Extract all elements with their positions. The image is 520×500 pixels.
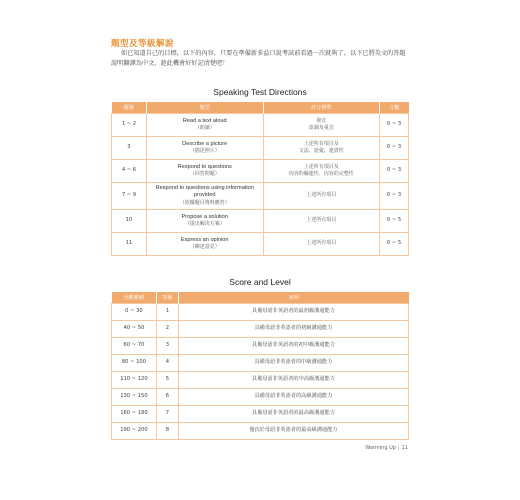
table-row <box>112 372 409 389</box>
criteria-line: 發音 <box>316 117 327 124</box>
cell-score: 0 ~ 3 <box>380 114 409 137</box>
criteria-line: 上述所有項目及 <box>303 140 339 147</box>
table-header-row <box>112 102 409 114</box>
header-description: 說明 <box>178 292 408 304</box>
cell-score-range: 0 ~ 30 <box>112 304 157 321</box>
cell-question-type <box>146 137 263 160</box>
table-row <box>112 338 409 355</box>
cell-level: 8 <box>156 423 178 440</box>
page-footer <box>365 445 408 451</box>
table-row <box>112 389 409 406</box>
table-row <box>112 233 409 256</box>
cell-question-type <box>146 114 263 137</box>
cell-score: 0 ~ 3 <box>380 160 409 183</box>
footer-separator: | <box>397 445 400 451</box>
section-title: 題型及等級解說 <box>111 39 175 49</box>
table-row <box>112 304 409 321</box>
cell-description: 具備母語非英語者的最高級溝通能力 <box>178 406 408 423</box>
question-type-en: Respond to questions using information provided <box>155 184 254 199</box>
cell-level: 2 <box>156 321 178 338</box>
cell-criteria <box>263 160 380 183</box>
cell-score-range: 60 ~ 70 <box>112 338 157 355</box>
cell-score: 0 ~ 5 <box>380 233 409 256</box>
criteria-line: 語調及重音 <box>308 125 334 131</box>
header-question-type: 題型 <box>146 102 263 114</box>
cell-score: 0 ~ 3 <box>380 137 409 160</box>
cell-level: 5 <box>156 372 178 389</box>
header-level: 等級 <box>156 292 178 304</box>
cell-description: 具備母語非英語者的初中級溝通能力 <box>178 338 408 355</box>
criteria-line: 上述所有項目 <box>306 240 337 247</box>
header-score-range: 分數範圍 <box>112 292 157 304</box>
cell-question-type <box>146 183 263 210</box>
table-row <box>112 183 409 210</box>
cell-level: 6 <box>156 389 178 406</box>
cell-criteria <box>263 210 380 233</box>
question-type-en: Read a text aloud <box>182 117 227 124</box>
header-criteria: 評分標準 <box>263 102 380 114</box>
cell-level: 1 <box>156 304 178 321</box>
speaking-directions-table <box>111 102 409 256</box>
intro-paragraph: 如已知道自己的目標，以下的內容，只要在準備新多益口說考試前看過一次就夠了。以下已將英文的答題說明翻譯為中文，趁此機會好好記清楚吧！ <box>111 50 406 67</box>
criteria-line: 內容的關連性、內容的完整性 <box>288 171 354 177</box>
cell-criteria <box>263 137 380 160</box>
cell-question-type <box>146 210 263 233</box>
score-table-title: Score and Level <box>229 277 291 287</box>
table-row <box>112 114 409 137</box>
cell-score-range: 110 ~ 120 <box>112 372 157 389</box>
header-question-no: 題號 <box>112 102 147 114</box>
question-type-zh: （朗讀） <box>194 125 215 131</box>
table-header-row <box>112 292 409 304</box>
question-type-zh: （提出解決方案） <box>184 221 225 227</box>
cell-description: 具備母語非英語者的最初級溝通能力 <box>178 304 408 321</box>
score-level-table <box>111 292 409 440</box>
question-type-zh: （描述照片） <box>189 148 220 154</box>
cell-level: 7 <box>156 406 178 423</box>
question-type-zh: （回答問題） <box>189 171 220 177</box>
cell-score-range: 130 ~ 150 <box>112 389 157 406</box>
table-row <box>112 423 409 440</box>
question-type-zh: （依據題目資料應答） <box>179 199 230 206</box>
cell-score-range: 160 ~ 180 <box>112 406 157 423</box>
cell-question-type <box>146 160 263 183</box>
cell-score-range: 80 ~ 100 <box>112 355 157 372</box>
cell-question-no: 10 <box>112 210 147 233</box>
cell-criteria <box>263 114 380 137</box>
cell-score-range: 40 ~ 50 <box>112 321 157 338</box>
table-row <box>112 210 409 233</box>
cell-description: 具備母語非英語者的初級溝通能力 <box>178 321 408 338</box>
table-row <box>112 160 409 183</box>
cell-description: 具備母語非英語者的中級溝通能力 <box>178 355 408 372</box>
criteria-line: 上述所有項目 <box>306 217 337 224</box>
cell-criteria <box>263 183 380 210</box>
cell-score-range: 190 ~ 200 <box>112 423 157 440</box>
cell-score: 0 ~ 5 <box>380 210 409 233</box>
criteria-line: 上述所有項目及 <box>303 163 339 170</box>
table-row <box>112 321 409 338</box>
page-number: 11 <box>401 445 408 451</box>
header-score: 分數 <box>380 102 409 114</box>
cell-description: 具備母語非英語者的高級溝通能力 <box>178 389 408 406</box>
cell-score: 0 ~ 3 <box>380 183 409 210</box>
cell-level: 4 <box>156 355 178 372</box>
cell-description: 僅次於母語非英語者的最高級溝通能力 <box>178 423 408 440</box>
cell-question-no: 7 ~ 9 <box>112 183 147 210</box>
table-row <box>112 406 409 423</box>
criteria-line: 上述所有項目 <box>306 192 337 199</box>
cell-level: 3 <box>156 338 178 355</box>
cell-question-type <box>146 233 263 256</box>
question-type-en: Propose a solution <box>181 213 228 220</box>
table-row <box>112 137 409 160</box>
table-row <box>112 355 409 372</box>
question-type-en: Express an opinion <box>180 236 229 243</box>
cell-question-no: 4 ~ 6 <box>112 160 147 183</box>
cell-criteria <box>263 233 380 256</box>
speaking-table-title: Speaking Test Directions <box>213 87 307 97</box>
cell-description: 具備母語非英語者的中高級溝通能力 <box>178 372 408 389</box>
footer-label: Warming Up <box>365 445 396 451</box>
criteria-line: 文法、語彙、連貫性 <box>298 148 344 154</box>
cell-question-no: 1 ~ 2 <box>112 114 147 137</box>
cell-question-no: 3 <box>112 137 147 160</box>
cell-question-no: 11 <box>112 233 147 256</box>
question-type-en: Respond to questions <box>177 163 232 170</box>
question-type-en: Describe a picture <box>182 140 228 147</box>
question-type-zh: （陳述意見） <box>189 244 220 250</box>
